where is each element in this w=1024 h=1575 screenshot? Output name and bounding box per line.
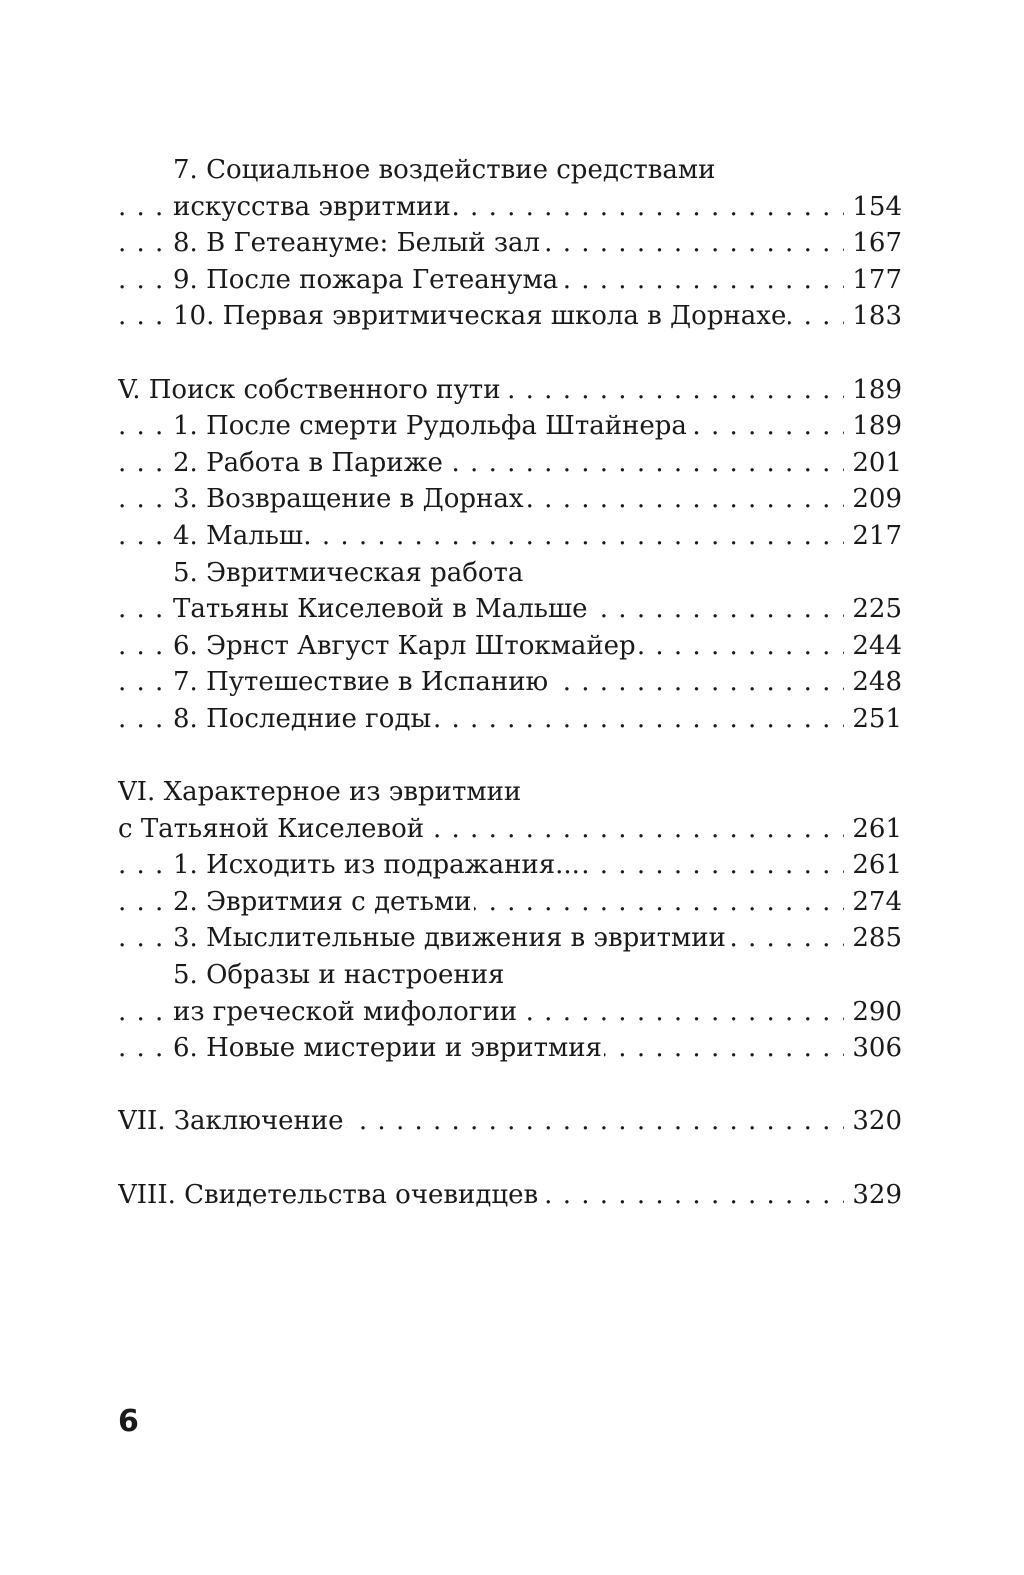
toc-entry-title: 1. Исходить из подражания... — [173, 850, 580, 881]
page-number: 6 — [118, 1404, 139, 1439]
toc-entry-page: 154 — [844, 189, 902, 226]
toc-entry-9[interactable] — [118, 262, 902, 299]
toc-chapter-6-line1 — [118, 774, 902, 811]
toc-entry-6-5-line1 — [118, 957, 902, 994]
toc-entry-page: 261 — [844, 847, 902, 884]
toc-entry-title: 5. Образы и настроения — [173, 960, 505, 991]
toc-entry-title: Татьяны Киселевой в Мальше — [173, 594, 588, 625]
toc-entry-title: 5. Эвритмическая работа — [173, 557, 524, 588]
toc-entry-6-1[interactable] — [118, 847, 902, 884]
toc-entry-title: 10. Первая эвритмическая школа в Дорнахе — [173, 301, 787, 332]
section-gap — [118, 335, 902, 372]
toc-chapter-title: VII. Заключение — [118, 1106, 344, 1137]
toc-entry-5-7[interactable] — [118, 664, 902, 701]
toc-entry-5-5[interactable] — [118, 591, 902, 628]
section-gap — [118, 738, 902, 775]
toc-entry-title: 7. Социальное воздействие средствами — [173, 155, 716, 185]
toc-entry-title: из греческой мифологии — [173, 996, 518, 1027]
toc-chapter-page: 189 — [844, 372, 902, 409]
toc-entry-8[interactable] — [118, 225, 902, 262]
toc-entry-page: 306 — [844, 1030, 902, 1067]
toc-chapter-title: VI. Характерное из эвритмии — [118, 777, 522, 808]
toc-entry-title: 8. Последние годы — [173, 703, 432, 734]
toc-entry-7-line1 — [118, 152, 902, 189]
toc-entry-page: 177 — [844, 262, 902, 299]
section-gap — [118, 1140, 902, 1177]
toc-entry-page: 290 — [844, 994, 902, 1031]
toc-entry-page: 285 — [844, 920, 902, 957]
toc-chapter-page: 320 — [844, 1103, 902, 1140]
toc-entry-page: 274 — [844, 884, 902, 921]
toc-entry-title: 9. После пожара Гетеанума — [173, 264, 559, 295]
toc-chapter-title: V. Поиск собственного пути — [118, 374, 501, 405]
toc-entry-page: 251 — [844, 701, 902, 738]
toc-entry-title: искусства эвритмии — [173, 191, 451, 222]
toc-entry-title: 3. Мыслительные движения в эвритмии — [173, 923, 726, 954]
toc-entry-5-4[interactable] — [118, 518, 902, 555]
toc-chapter-5[interactable] — [118, 372, 902, 409]
toc-entry-6-2[interactable] — [118, 884, 902, 921]
toc-entry-6-6[interactable] — [118, 1030, 902, 1067]
toc-entry-7[interactable] — [118, 189, 902, 226]
toc-entry-page: 248 — [844, 664, 902, 701]
table-of-contents — [118, 152, 902, 1213]
toc-entry-page: 209 — [844, 481, 902, 518]
toc-entry-page: 217 — [844, 518, 902, 555]
toc-entry-5-6[interactable] — [118, 628, 902, 665]
toc-entry-title: 2. Эвритмия с детьми — [173, 886, 472, 917]
toc-entry-title: 6. Новые мистерии и эвритмия — [173, 1033, 602, 1064]
toc-entry-page: 183 — [844, 298, 902, 335]
toc-entry-title: 8. В Гетеануме: Белый зал — [173, 228, 541, 259]
toc-entry-5-5-line1 — [118, 555, 902, 592]
toc-entry-title: 2. Работа в Париже — [173, 447, 443, 478]
toc-entry-title: 7. Путешествие в Испанию — [173, 667, 549, 698]
toc-entry-title: 6. Эрнст Август Карл Штокмайер — [173, 630, 636, 661]
toc-entry-10[interactable] — [118, 298, 902, 335]
toc-chapter-page: 329 — [844, 1177, 902, 1214]
toc-chapter-7[interactable] — [118, 1103, 902, 1140]
toc-chapter-title: VIII. Свидетельства очевидцев — [118, 1179, 539, 1210]
toc-entry-5-2[interactable] — [118, 445, 902, 482]
section-gap — [118, 1067, 902, 1104]
toc-entry-6-3[interactable] — [118, 920, 902, 957]
toc-chapter-8[interactable] — [118, 1177, 902, 1214]
toc-chapter-page: 261 — [844, 811, 902, 848]
toc-entry-5-3[interactable] — [118, 481, 902, 518]
toc-entry-page: 244 — [844, 628, 902, 665]
toc-entry-5-1[interactable] — [118, 408, 902, 445]
toc-entry-page: 167 — [844, 225, 902, 262]
toc-chapter-6[interactable] — [118, 811, 902, 848]
toc-entry-page: 201 — [844, 445, 902, 482]
toc-entry-page: 189 — [844, 408, 902, 445]
toc-chapter-title: с Татьяной Киселевой — [118, 813, 425, 844]
toc-entry-title: 3. Возвращение в Дорнах — [173, 484, 524, 515]
toc-entry-5-8[interactable] — [118, 701, 902, 738]
toc-entry-title: 4. Мальш — [173, 520, 304, 551]
toc-entry-6-5[interactable] — [118, 994, 902, 1031]
toc-entry-page: 225 — [844, 591, 902, 628]
toc-entry-title: 1. После смерти Рудольфа Штайнера — [173, 411, 687, 442]
